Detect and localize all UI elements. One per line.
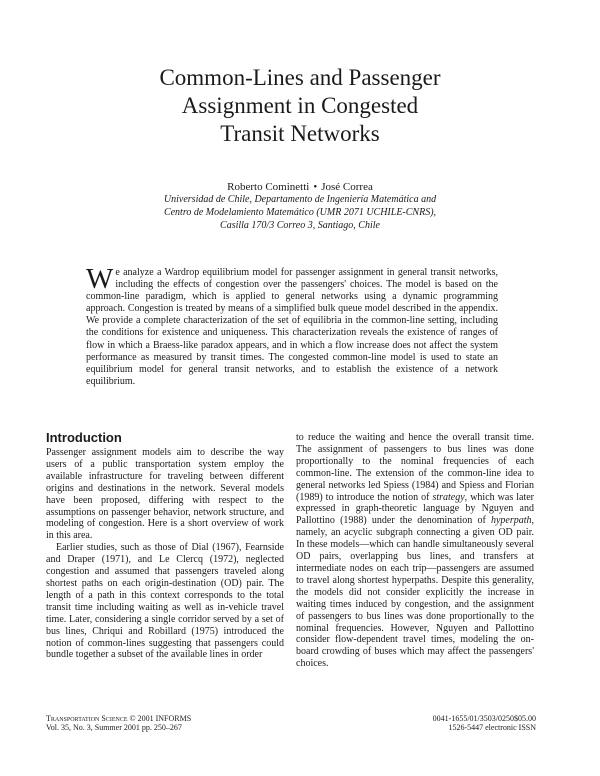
issn-code: 0041-1655/01/3503/0250$05.00 [432,714,536,723]
issn-footer [330,714,536,732]
author-name: José Correa [321,181,373,193]
issn-electronic: 1526-5447 electronic ISSN [448,723,536,732]
text-run: , which was later expressed in graph-theoretic language by Nguyen and Pallottino (1988) under the denomination of [296,491,534,527]
author-list [60,180,540,194]
emphasis-strategy: strategy [432,491,465,503]
body-paragraph: Passenger assignment models aim to describe the way users of a public transportation system employ the available infrastructure for traveling between different origins and destinations in the network. Several models have been proposed, differing with respect to the assumptions on passenger behavior, network structure, and modeling of congestion. Here is a short overview of work in this area. [46,447,284,542]
title-line: Transit Networks [220,121,380,146]
title-line: Common-Lines and Passenger [159,65,441,90]
abstract-text: e analyze a Wardrop equilibrium model for passenger assignment in general transit networks, including the effects of congestion over the passengers' choices. The model is based on the common-line paradigm, which is applied to general networks using a dynamic programming approach. Congestion is treated by means of a simplified bulk queue model described in the appendix. We provide a complete characterization of the set of equilibria in the common-line setting, including the conditions for existence and uniqueness. This characterization reveals the existence of ranges of flow in which a Braess-like paradox appears, and in which a flow increase does not affect the system performance as measured by transit times. The congested common-line model is used to state an equilibrium model for general transit networks, and to establish the existence of a network equilibrium. [86,267,498,387]
author-separator: • [313,181,318,193]
affiliation [60,193,540,232]
affiliation-line: Casilla 170/3 Correo 3, Santiago, Chile [220,220,380,231]
author-name: Roberto Cominetti [227,181,310,193]
abstract-dropcap: W [86,263,114,295]
journal-footer [46,714,191,732]
abstract [86,263,498,388]
journal-name: Transportation Science [46,714,128,723]
body-paragraph [296,432,534,670]
text-run: , namely, an acyclic subgraph connecting a given OD pair. In these models—which can handle simultaneously several OD pairs, overlapping bus lines, and transfers at intermediate nodes on each trip—passengers are assumed to travel along shortest hyperpaths. Despite this generality, the models did not consider explicitly the increase in waiting times induced by congestion, and the assignment of passengers to bus lines was done proportionally to the nominal frequencies. However, Nguyen and Pallottino consider flow-dependent travel times, modeling the on-board crowding of buses which may affect the passengers' choices. [296,515,534,670]
affiliation-line: Universidad de Chile, Departamento de Ingeniería Matemática and [163,194,437,205]
emphasis-hyperpath: hyperpath [490,515,532,527]
affiliation-line: Centro de Modelamiento Matemático (UMR 2071 UCHILE-CNRS), [163,207,437,218]
right-column [296,432,534,670]
body-paragraph: Earlier studies, such as those of Dial (1967), Fearnside and Draper (1971), and Le Clercq (1972), neglected congestion and assumed that passengers traveled along shortest paths on each origin-destination (OD) pair. The length of a path in this context corresponds to the total transit time including waiting as well as in-vehicle travel time. Later, considering a single corridor served by a set of bus lines, Chriqui and Robillard (1975) introduced the notion of common-lines suggesting that passengers could bundle together a subset of the available lines in order [46,542,284,661]
volume-info: Vol. 35, No. 3, Summer 2001 pp. 250–267 [46,723,182,732]
section-heading: Introduction [46,430,122,445]
copyright: © 2001 INFORMS [129,714,192,723]
text-run: to reduce the waiting and hence the overall transit time. The assignment of passengers to bus lines was done proportionally to the nominal frequencies of each common-line. The extension of the common-line idea to general networks led Spiess (1984) and Spiess and Florian (1989) to introduce the notion of [296,432,534,503]
title-line: Assignment in Congested [181,93,419,118]
paper-title [60,64,540,148]
journal-line [46,714,191,723]
left-column [46,430,284,661]
